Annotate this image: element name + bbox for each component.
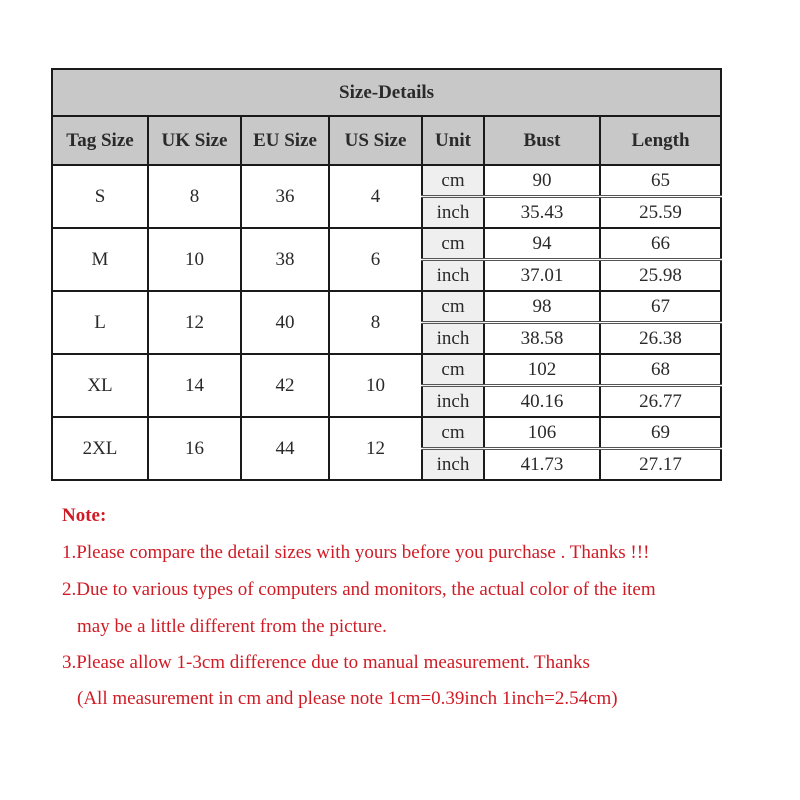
tag-size-cell: XL xyxy=(52,354,148,417)
length-cell: 25.98 xyxy=(600,260,721,292)
table-title: Size-Details xyxy=(52,69,721,116)
length-cell: 68 xyxy=(600,354,721,386)
header-uk-size: UK Size xyxy=(148,116,241,165)
table-row xyxy=(52,291,721,323)
length-cell: 25.59 xyxy=(600,197,721,229)
bust-cell: 40.16 xyxy=(484,386,600,418)
bust-cell: 98 xyxy=(484,291,600,323)
eu-size-cell: 42 xyxy=(241,354,329,417)
uk-size-cell: 12 xyxy=(148,291,241,354)
note-title: Note: xyxy=(62,505,107,526)
uk-size-cell: 16 xyxy=(148,417,241,480)
eu-size-cell: 38 xyxy=(241,228,329,291)
bust-cell: 37.01 xyxy=(484,260,600,292)
us-size-cell: 6 xyxy=(329,228,422,291)
header-tag-size: Tag Size xyxy=(52,116,148,165)
header-length: Length xyxy=(600,116,721,165)
us-size-cell: 12 xyxy=(329,417,422,480)
unit-cell: inch xyxy=(422,449,484,481)
unit-cell: cm xyxy=(422,417,484,449)
note-line-2: 2.Due to various types of computers and monitors, the actual color of the item xyxy=(62,579,656,600)
tag-size-cell: S xyxy=(52,165,148,228)
unit-cell: cm xyxy=(422,291,484,323)
eu-size-cell: 44 xyxy=(241,417,329,480)
bust-cell: 38.58 xyxy=(484,323,600,355)
table-row xyxy=(52,354,721,386)
table-row xyxy=(52,165,721,197)
bust-cell: 106 xyxy=(484,417,600,449)
length-cell: 26.77 xyxy=(600,386,721,418)
note-line-3: 3.Please allow 1-3cm difference due to manual measurement. Thanks xyxy=(62,652,590,673)
us-size-cell: 8 xyxy=(329,291,422,354)
length-cell: 26.38 xyxy=(600,323,721,355)
size-details-table xyxy=(51,68,722,481)
tag-size-cell: L xyxy=(52,291,148,354)
us-size-cell: 10 xyxy=(329,354,422,417)
header-row xyxy=(52,116,721,165)
header-bust: Bust xyxy=(484,116,600,165)
bust-cell: 102 xyxy=(484,354,600,386)
unit-cell: inch xyxy=(422,323,484,355)
unit-cell: inch xyxy=(422,260,484,292)
bust-cell: 94 xyxy=(484,228,600,260)
tag-size-cell: M xyxy=(52,228,148,291)
table-row xyxy=(52,228,721,260)
header-us-size: US Size xyxy=(329,116,422,165)
note-line-1: 1.Please compare the detail sizes with yours before you purchase . Thanks !!! xyxy=(62,542,650,563)
unit-cell: inch xyxy=(422,197,484,229)
eu-size-cell: 40 xyxy=(241,291,329,354)
eu-size-cell: 36 xyxy=(241,165,329,228)
length-cell: 65 xyxy=(600,165,721,197)
unit-cell: inch xyxy=(422,386,484,418)
unit-cell: cm xyxy=(422,165,484,197)
note-line-3-cont: (All measurement in cm and please note 1cm=0.39inch 1inch=2.54cm) xyxy=(77,688,618,709)
note-line-2-cont: may be a little different from the picture. xyxy=(77,616,387,637)
unit-cell: cm xyxy=(422,228,484,260)
unit-cell: cm xyxy=(422,354,484,386)
header-unit: Unit xyxy=(422,116,484,165)
us-size-cell: 4 xyxy=(329,165,422,228)
header-eu-size: EU Size xyxy=(241,116,329,165)
length-cell: 69 xyxy=(600,417,721,449)
table-row xyxy=(52,417,721,449)
length-cell: 66 xyxy=(600,228,721,260)
bust-cell: 35.43 xyxy=(484,197,600,229)
length-cell: 27.17 xyxy=(600,449,721,481)
uk-size-cell: 8 xyxy=(148,165,241,228)
uk-size-cell: 10 xyxy=(148,228,241,291)
tag-size-cell: 2XL xyxy=(52,417,148,480)
bust-cell: 90 xyxy=(484,165,600,197)
length-cell: 67 xyxy=(600,291,721,323)
bust-cell: 41.73 xyxy=(484,449,600,481)
uk-size-cell: 14 xyxy=(148,354,241,417)
